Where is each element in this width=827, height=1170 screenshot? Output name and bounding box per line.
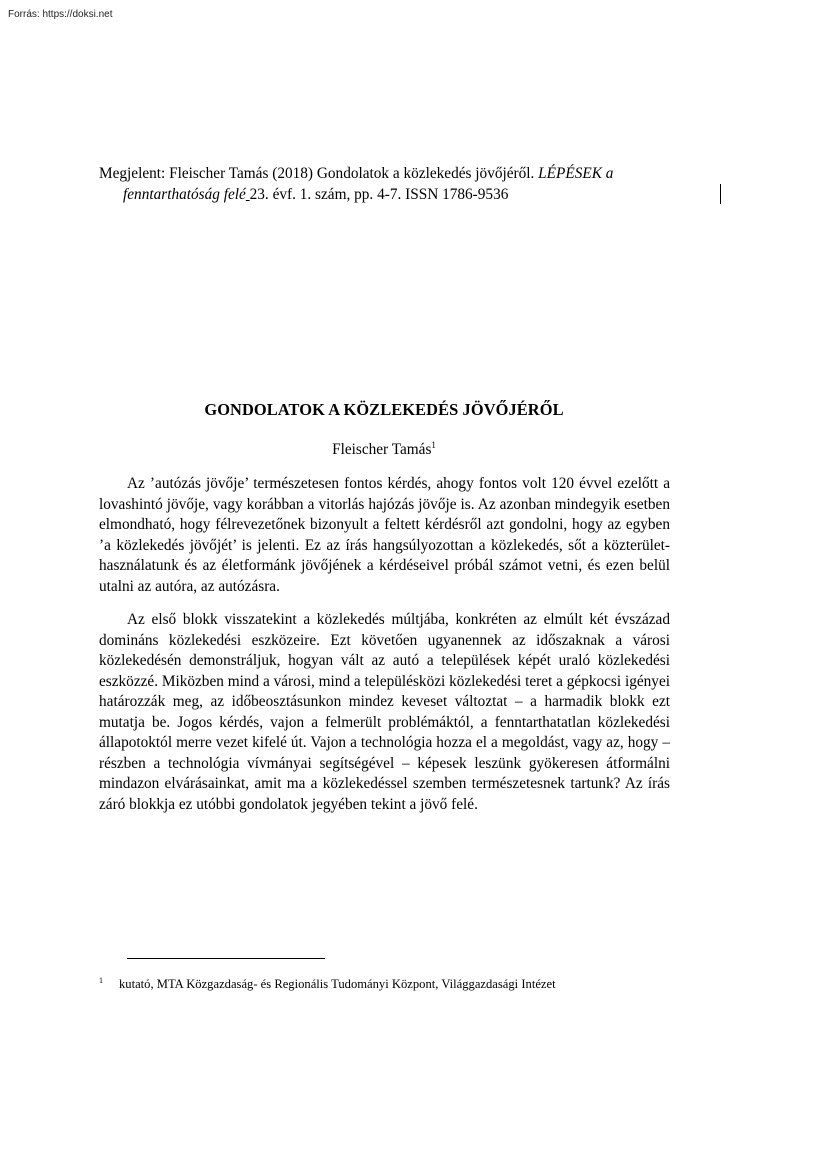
body-paragraph-2: Az első blokk visszatekint a közlekedés múltjába, konkréten az elmúlt két évszázad domináns közlekedési eszközeire. Ezt követően ugyanennek az időszaknak a városi közlekedésén demonstráljuk, hogyan vált az autó a települések képét uraló közlekedési eszközzé. Miközben mind a városi, mind a településközi közlekedési teret a gépkocsi igényei határozzák meg, az időbeosztásunkon mindez keveset változtat – a harmadik blokk ezt mutatja be. Jogos kérdés, vajon a felmerült problémáktól, a fenntarthatatlan közlekedési állapotoktól merre vezet kifelé út. Vajon a technológia hozza el a megoldást, vagy az, hogy – részben a technológia vívmányai segítségével – képesek leszünk gyökeresen átformálni mindazon elvárásainkat, amit ma a közlekedéssel szemben természetesnek tartunk? Az írás záró blokkja ez utóbbi gondolatok jegyében tekint a jövő felé. bbox=[99, 611, 670, 813]
footnote-mark: 1 bbox=[99, 976, 103, 985]
revision-change-bar bbox=[720, 184, 721, 204]
citation-journal-part2: fenntarthatóság felé bbox=[123, 186, 246, 203]
source-note: Forrás: https://doksi.net bbox=[8, 9, 113, 20]
citation-line2 bbox=[99, 184, 684, 205]
citation-prefix: Megjelent: Fleischer Tamás (2018) Gondolatok a közlekedés jövőjéről. bbox=[99, 165, 539, 182]
citation-suffix: 23. évf. 1. szám, pp. 4-7. ISSN 1786-9536 bbox=[249, 186, 509, 203]
footnote-text: kutató, MTA Közgazdaság- és Regionális Tudományi Központ, Világgazdasági Intézet bbox=[119, 977, 556, 991]
citation-journal-part1: LÉPÉSEK a bbox=[538, 165, 614, 182]
publication-citation bbox=[99, 163, 684, 205]
footnote-separator bbox=[127, 958, 325, 959]
body-paragraph-1: Az ’autózás jövője’ természetesen fontos kérdés, ahogy fontos volt 120 évvel ezelőtt a lovashintó jövője, vagy korábban a vitorlás hajózás jövője is. Az azonban mindegyik esetben elmondható, hogy félrevezetőnek bizonyult a feltett kérdésről azt gondolni, hogy az egyben ’a közlekedés jövőjét’ is jelenti. Ez az írás hangsúlyozottan a közlekedés, sőt a közterület-használatunk és az életformánk jövőjének a kérdéseivel próbál számot vetni, és ezen belül utalni az autóra, az autózásra. bbox=[99, 475, 670, 595]
author-name: Fleischer Tamás bbox=[332, 441, 432, 458]
author-footnote-mark: 1 bbox=[431, 440, 436, 450]
footnote bbox=[99, 976, 699, 992]
article-author bbox=[0, 440, 768, 459]
article-title: GONDOLATOK A KÖZLEKEDÉS JÖVŐJÉRŐL bbox=[204, 400, 564, 419]
